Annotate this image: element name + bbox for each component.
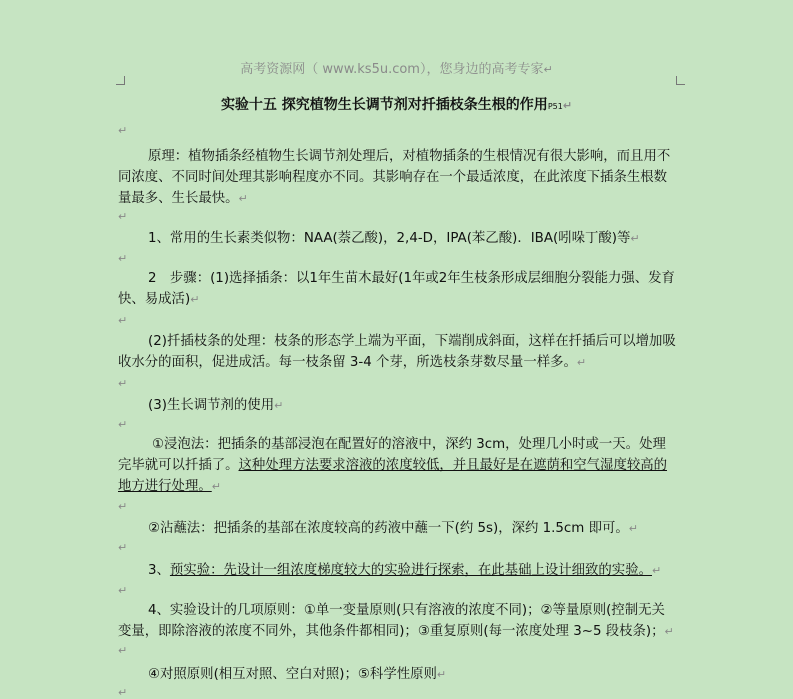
empty-paragraph-mark: ↵ <box>118 584 128 597</box>
paragraph-mark: ↵ <box>576 356 587 369</box>
paragraph-pre-experiment <box>118 560 678 581</box>
underlined-text: 预实验：先设计一组浓度梯度较大的实验进行探索，在此基础上设计细致的实验。 <box>169 563 652 578</box>
paragraph-growth-analogs <box>118 228 678 249</box>
paragraph-text: ②沾蘸法：把插条的基部在浓度较高的药液中蘸一下(约 5s)，深约 1.5cm 即可。 <box>148 521 629 536</box>
title-page-ref: P51 <box>547 102 563 111</box>
paragraph-mark: ↵ <box>274 399 284 412</box>
paragraph-dipping-method <box>118 518 678 539</box>
paragraph-mark: ↵ <box>190 293 200 306</box>
empty-paragraph-mark: ↵ <box>118 252 128 265</box>
paragraph-mark: ↵ <box>664 625 674 638</box>
margin-corner-left <box>116 76 125 85</box>
empty-paragraph-mark: ↵ <box>118 314 128 327</box>
empty-paragraph-mark: ↵ <box>118 210 128 223</box>
paragraph-mark: ↵ <box>630 232 640 245</box>
margin-corner-right <box>676 76 685 85</box>
paragraph-mark: ↵ <box>628 522 638 535</box>
empty-paragraph-mark: ↵ <box>118 377 128 390</box>
header-text: 高考资源网（ www.ks5u.com），您身边的高考专家 <box>240 62 544 77</box>
paragraph-text: (3)生长调节剂的使用 <box>148 398 275 413</box>
paragraph-text: 1、常用的生长素类似物：NAA(萘乙酸)，2,4-D，IPA(苯乙酸)．IBA(吲哚丁酸)等 <box>148 231 631 246</box>
page-header <box>0 58 793 77</box>
paragraph-mark: ↵ <box>651 564 662 577</box>
paragraph-text: 4、实验设计的几项原则：①单一变量原则(只有溶液的浓度不同)；②等量原则(控制无关变量，即除溶液的浓度不同外，其他条件都相同)；③重复原则(每一浓度处理 3~5 段枝条)； <box>118 603 665 639</box>
paragraph-cutting-treatment <box>118 331 678 373</box>
paragraph-text: (2)扦插枝条的处理：枝条的形态学上端为平面，下端削成斜面，这样在扦插后可以增加吸收水分的面积，促进成活。每一枝条留 3-4 个芽，所选枝条芽数尽量一样多。 <box>118 334 676 370</box>
paragraph-soaking-method <box>118 434 678 497</box>
paragraph-mark: ↵ <box>238 192 248 205</box>
paragraph-design-principles <box>118 600 678 642</box>
empty-paragraph-mark: ↵ <box>118 500 128 513</box>
paragraph-text: 2 步骤：(1)选择插条：以1年生苗木最好(1年或2年生枝条形成层细胞分裂能力强、发育快、易成活) <box>118 271 675 307</box>
paragraph-principle <box>118 146 678 209</box>
empty-paragraph-mark: ↵ <box>118 541 128 554</box>
paragraph-text: 3、 <box>148 563 170 578</box>
paragraph-mark: ↵ <box>436 668 447 681</box>
empty-paragraph-mark: ↵ <box>118 644 128 657</box>
paragraph-mark: ↵ <box>211 480 221 493</box>
document-title <box>0 94 793 114</box>
empty-paragraph-mark: ↵ <box>118 418 128 431</box>
paragraph-text: ①浸泡法：把插条的基部浸泡在配置好的溶液中，深约 3cm，处理几小时或一天。处理完毕就可以扦插了。 <box>118 437 666 473</box>
paragraph-mark: ↵ <box>543 63 553 76</box>
paragraph-regulator-use <box>118 395 678 416</box>
paragraph-text: ④对照原则(相互对照、空白对照)；⑤科学性原则 <box>148 667 437 682</box>
paragraph-mark: ↵ <box>562 99 573 112</box>
empty-paragraph-mark: ↵ <box>118 686 128 699</box>
underlined-text: 这种处理方法要求溶液的浓度较低，并且最好是在遮荫和空气湿度较高的地方进行处理。 <box>118 458 668 494</box>
empty-paragraph-mark: ↵ <box>118 124 128 137</box>
paragraph-steps <box>118 268 678 310</box>
title-text: 实验十五 探究植物生长调节剂对扦插枝条生根的作用 <box>220 97 548 113</box>
paragraph-text: 原理：植物插条经植物生长调节剂处理后，对植物插条的生根情况有很大影响，而且用不同浓度、不同时间处理其影响程度亦不同。其影响存在一个最适浓度，在此浓度下插条生根数量最多、生长最快。 <box>118 149 671 206</box>
paragraph-control-principle <box>118 664 678 685</box>
